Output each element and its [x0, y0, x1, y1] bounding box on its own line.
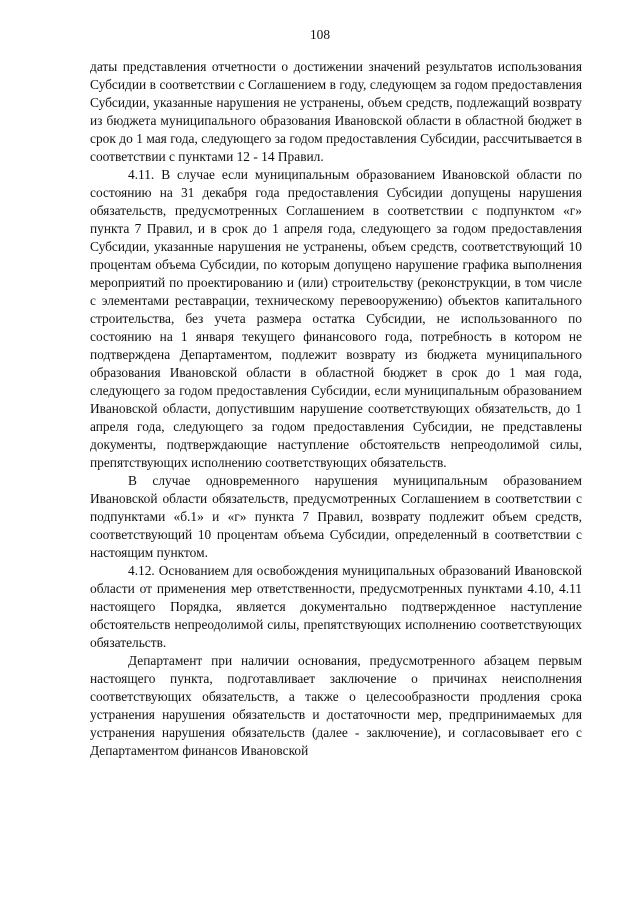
page-number: 108: [309, 27, 331, 42]
paragraph-continuation: даты представления отчетности о достижении значений результатов использования Субсидии в соответствии с Соглашением в году, следующем за годом предоставления Субсидии, указанные нарушения не устранены, объем средств, подлежащий возврату из бюджета муниципального образования Ивановской области в областной бюджет в срок до 1 мая года, следующего за годом предоставления Субсидии, рассчитывается в соответствии с пунктами 12 - 14 Правил.: [90, 59, 582, 164]
paragraph-4-12: 4.12. Основанием для освобождения муниципальных образований Ивановской области от применения мер ответственности, предусмотренных пунктами 4.10, 4.11 настоящего Порядка, является документально подтвержденное наступление обстоятельств непреодолимой силы, препятствующих исполнению соответствующих обязательств.: [90, 563, 582, 650]
paragraph-4-11: 4.11. В случае если муниципальным образованием Ивановской области по состоянию на 31 декабря года предоставления Субсидии допущены нарушения обязательств, предусмотренных Соглашением в соответствии с подпунктом «г» пункта 7 Правил, и в срок до 1 апреля года, следующего за годом предоставления Субсидии, указанные нарушения не устранены, объем средств, соответствующий 10 процентам объема Субсидии, по которым допущено нарушение графика выполнения мероприятий по проектированию и (или) строительству (реконструкции, в том числе с элементами реставрации, техническому перевооружению) объектов капитального строительства, без учета размера остатка Субсидии, не использованного по состоянию на 1 января текущего финансового года, потребность в котором не подтверждена Департаментом, подлежит возврату из бюджета муниципального образования Ивановской области в областной бюджет в срок до 1 мая года, следующего за годом предоставления Субсидии, если муниципальным образованием Ивановской области, допустившим нарушение соответствующих обязательств, до 1 апреля года, следующего за годом предоставления Субсидии, не представлены документы, подтверждающие наступление обстоятельств непреодолимой силы, препятствующих исполнению соответствующих обязательств.: [90, 167, 582, 470]
document-body: [90, 58, 582, 760]
paragraph-simultaneous-violation: В случае одновременного нарушения муниципальным образованием Ивановской области обязательств, предусмотренных Соглашением в соответствии с подпунктами «б.1» и «г» пункта 7 Правил, возврату подлежит объем средств, соответствующий 10 процентам объема Субсидии, определенный в соответствии с настоящим пунктом.: [90, 473, 582, 560]
paragraph-department-conclusion: Департамент при наличии основания, предусмотренного абзацем первым настоящего пункта, подготавливает заключение о причинах неисполнения соответствующих обязательств, а также о целесообразности продления срока устранения нарушения обязательств и достаточности мер, предпринимаемых для устранения нарушения обязательств (далее - заключение), и согласовывает его с Департаментом финансов Ивановской: [90, 653, 582, 758]
